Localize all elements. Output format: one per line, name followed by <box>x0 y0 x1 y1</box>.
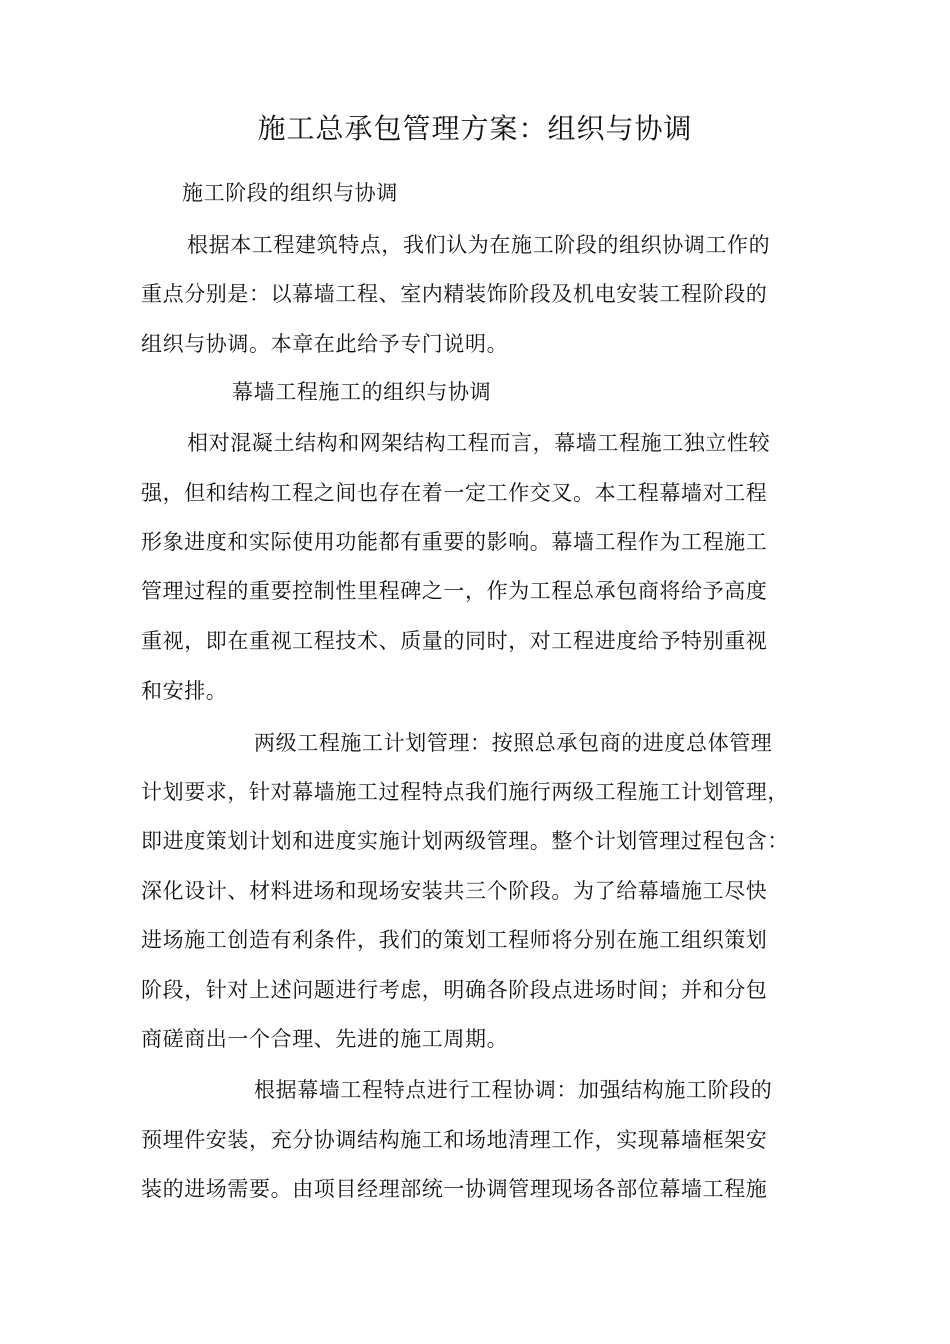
paragraph-line: 商磋商出一个合理、先进的施工周期。 <box>141 1027 509 1051</box>
paragraph-line: 进场施工创造有利条件，我们的策划工程师将分别在施工组织策划 <box>141 928 768 952</box>
section-heading: 施工阶段的组织与协调 <box>182 181 398 205</box>
paragraph-line: 形象进度和实际使用功能都有重要的影响。幕墙工程作为工程施工 <box>141 530 768 554</box>
section-heading: 幕墙工程施工的组织与协调 <box>232 380 492 404</box>
paragraph-line: 强，但和结构工程之间也存在着一定工作交叉。本工程幕墙对工程 <box>141 481 768 505</box>
paragraph-line: 两级工程施工计划管理：按照总承包商的进度总体管理 <box>254 731 773 755</box>
paragraph-line: 即进度策划计划和进度实施计划两级管理。整个计划管理过程包含： <box>141 829 789 853</box>
paragraph-line: 管理过程的重要控制性里程碑之一，作为工程总承包商将给予高度 <box>141 579 768 603</box>
paragraph-line: 阶段，针对上述问题进行考虑，明确各阶段点进场时间；并和分包 <box>141 978 768 1002</box>
paragraph-line: 装的进场需要。由项目经理部统一协调管理现场各部位幕墙工程施 <box>141 1177 768 1201</box>
paragraph-line: 重点分别是：以幕墙工程、室内精装饰阶段及机电安装工程阶段的 <box>141 282 768 306</box>
paragraph-line: 相对混凝土结构和网架结构工程而言，幕墙工程施工独立性较 <box>187 431 771 455</box>
paragraph-line: 根据幕墙工程特点进行工程协调：加强结构施工阶段的 <box>254 1078 773 1102</box>
paragraph-line: 根据本工程建筑特点，我们认为在施工阶段的组织协调工作的 <box>187 233 771 257</box>
paragraph-line: 计划要求，针对幕墙施工过程特点我们施行两级工程施工计划管理， <box>141 780 789 804</box>
paragraph-line: 和安排。 <box>141 679 228 703</box>
paragraph-line: 预埋件安装，充分协调结构施工和场地清理工作，实现幕墙框架安 <box>141 1128 768 1152</box>
paragraph-line: 深化设计、材料进场和现场安装共三个阶段。为了给幕墙施工尽快 <box>141 879 768 903</box>
page-title: 施工总承包管理方案：组织与协调 <box>257 112 693 145</box>
paragraph-line: 重视，即在重视工程技术、质量的同时，对工程进度给予特别重视 <box>141 629 768 653</box>
paragraph-line: 组织与协调。本章在此给予专门说明。 <box>141 332 509 356</box>
